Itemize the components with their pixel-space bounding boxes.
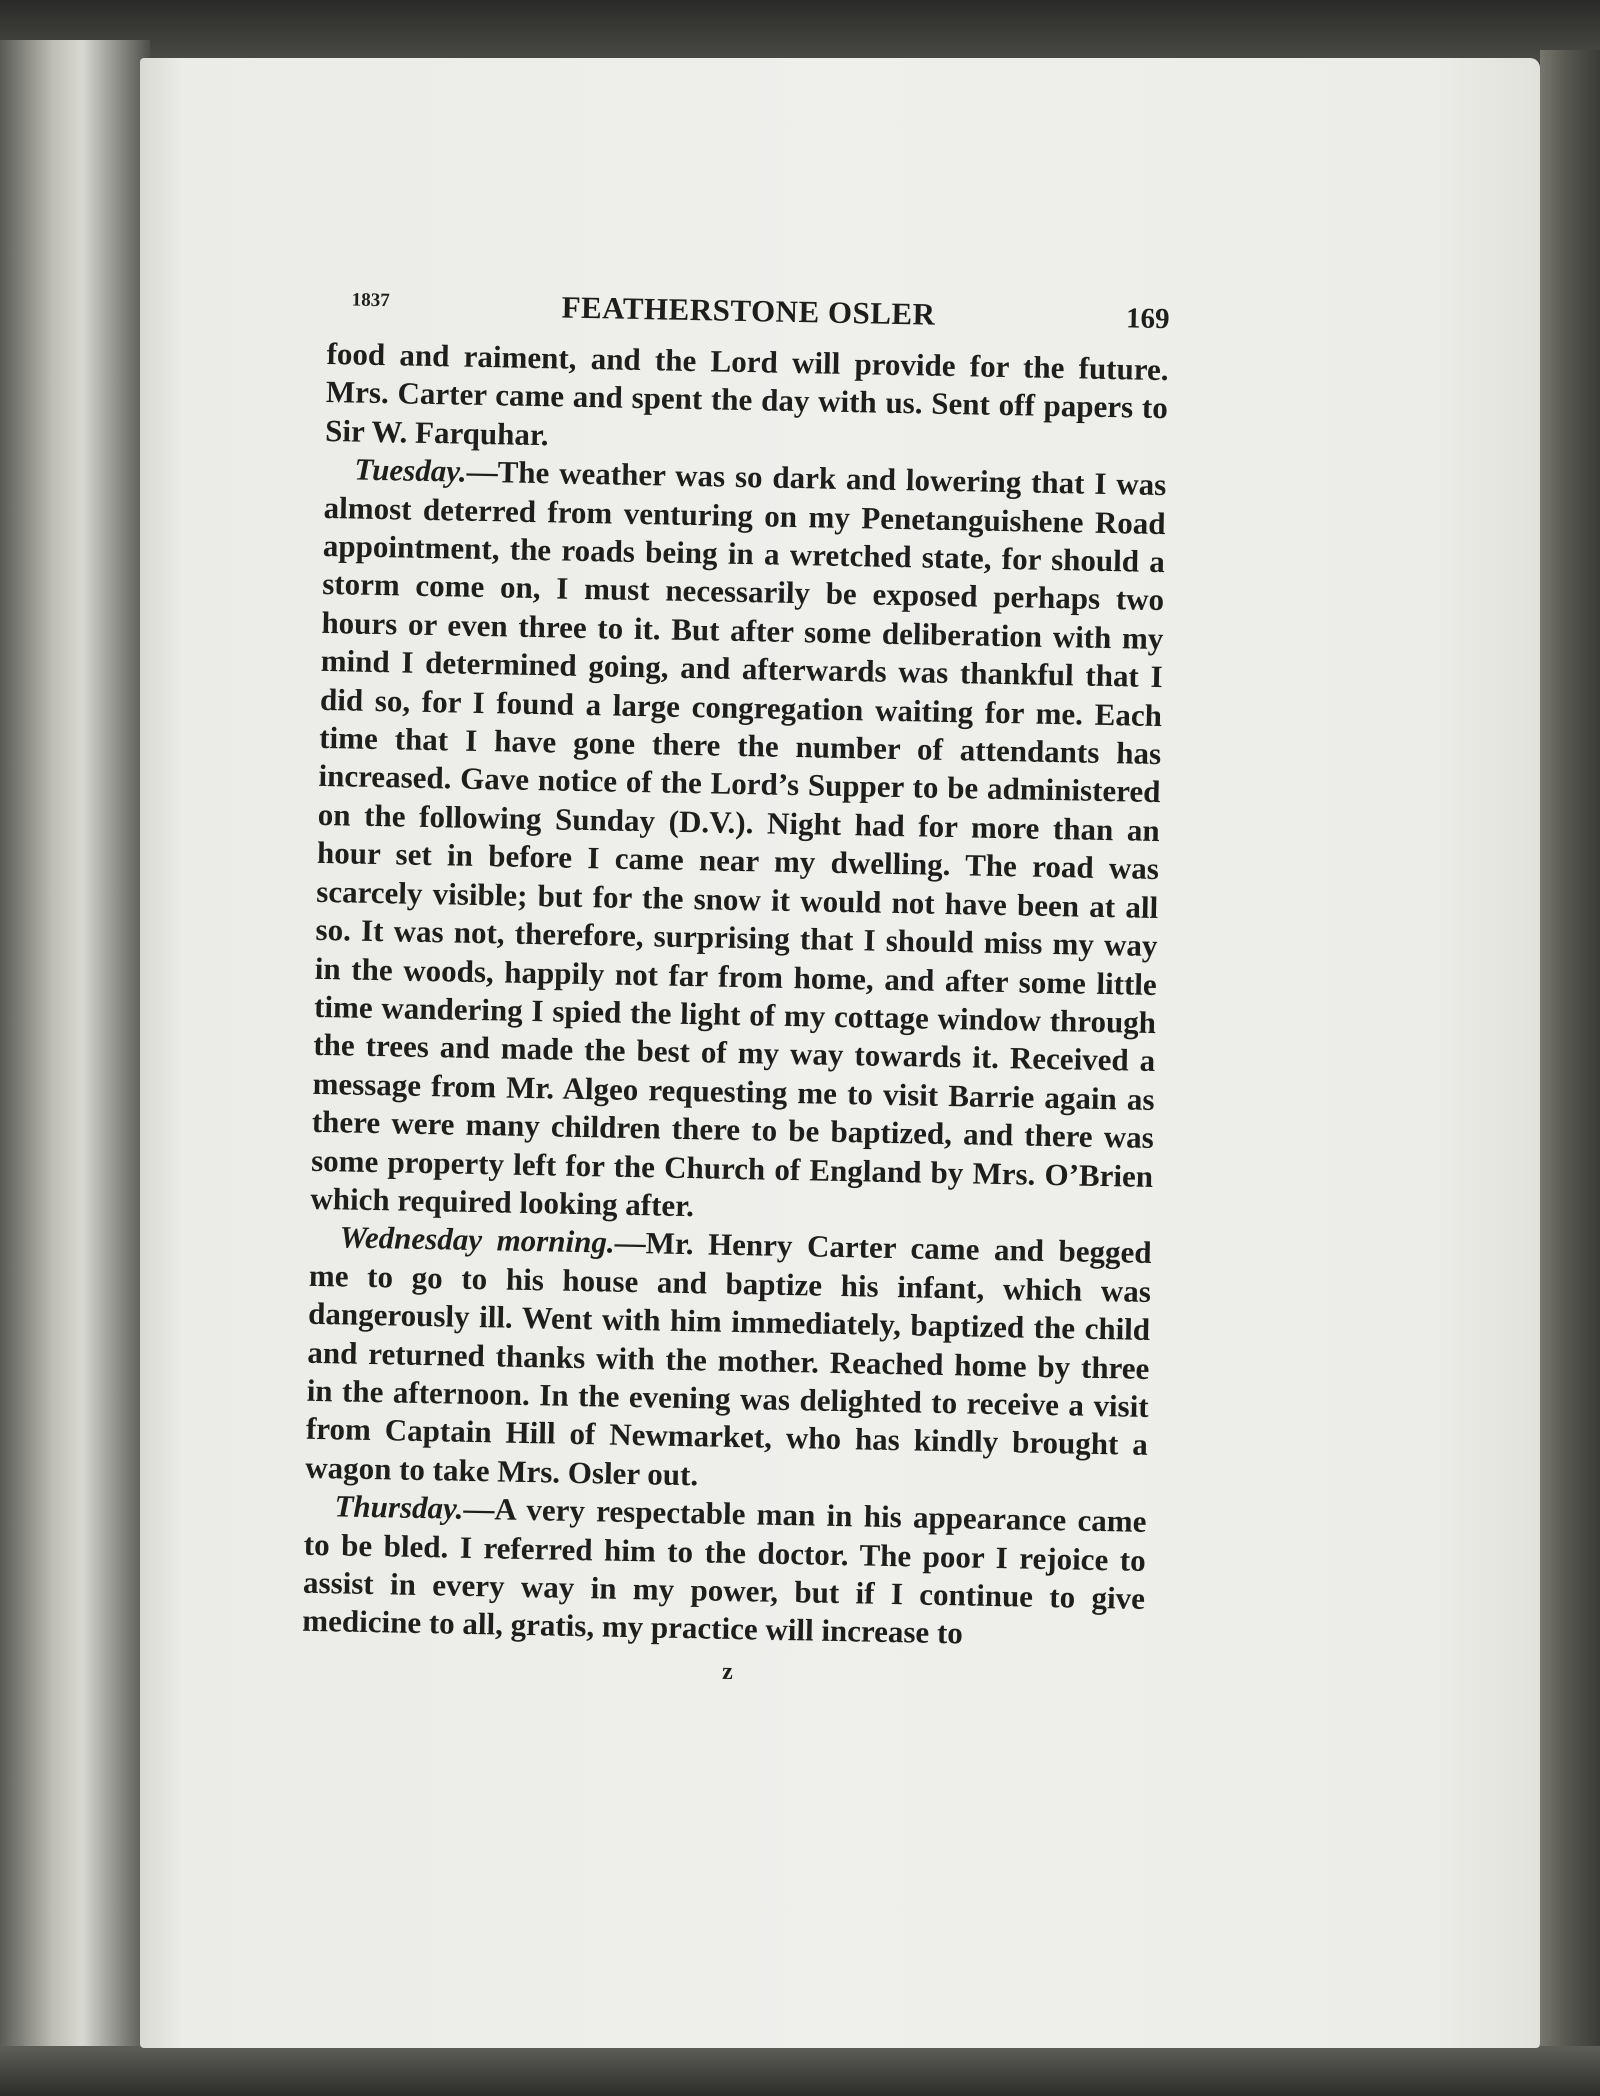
scanner-top-border bbox=[0, 0, 1600, 62]
left-page-edge bbox=[0, 40, 150, 2060]
entry-date-label: Wednesday morning. bbox=[339, 1219, 615, 1261]
running-head-year: 1837 bbox=[351, 289, 390, 312]
page-number: 169 bbox=[1125, 302, 1170, 336]
paragraph-thursday bbox=[302, 1487, 1147, 1657]
page-text-block bbox=[301, 285, 1170, 1694]
entry-date-label: Thursday. bbox=[334, 1488, 464, 1527]
paragraph-text: —A very respectable man in his appearance came to be bled. I referred him to the doctor. The poor I rejoice to assist in every way in my power, but if I continue to give medicine to all, gratis, my practice will increase to bbox=[302, 1491, 1147, 1651]
book-cover-edge bbox=[1540, 50, 1600, 2060]
paragraph-continuation bbox=[325, 335, 1169, 466]
running-head-title: FEATHERSTONE OSLER bbox=[561, 289, 936, 332]
paragraph-text: —Mr. Henry Carter came and begged me to go to his house and baptize his infant, which was dangerously ill. Went with him immediately, baptized the child and returned thanks with the mother. Reached home by three in the afternoon. In the evening was delighted to receive a visit from Captain Hill of Newmarket, who has kindly brought a wagon to take Mrs. Osler out. bbox=[304, 1225, 1152, 1493]
paragraph-tuesday bbox=[310, 450, 1167, 1234]
paragraph-text: —The weather was so dark and lowering that I was almost deterred from venturing on my Penetanguishene Road appointment, the roads being in a wretched state, for should a storm come on, I must necessarily be exposed perhaps two hours or even three to it. But after some deliberation with my mind I determined going, and afterwards was thankful that I did so, for I found a large congregation waiting for me. Each time that I have gone there the number of attendants has increased. Gave notice of the Lord’s Supper to be administered on the following Sunday (D.V.). Night had for more than an hour set in before I came near my dwelling. The road was scarcely visible; but for the snow it would not have been at all so. It was not, therefore, surprising that I should miss my way in the woods, happily not far from home, and after some little time wandering I spied the light of my cottage window through the trees and made the best of my way towards it. Received a message from Mr. Algeo requesting me to visit Barrie again as there were many children there to be baptized, and there was some property left for the Church of England by Mrs. O’Brien which required looking after. bbox=[310, 453, 1167, 1224]
paragraph-text: food and raiment, and the Lord will provide for the future. Mrs. Carter came and spent the day with us. Sent off papers to Sir W. Farquhar. bbox=[324, 335, 1169, 453]
paragraph-wednesday bbox=[305, 1218, 1152, 1503]
scanner-bottom-border bbox=[0, 2046, 1600, 2096]
printer-signature-mark: z bbox=[721, 1658, 734, 1685]
entry-date-label: Tuesday. bbox=[354, 451, 468, 489]
